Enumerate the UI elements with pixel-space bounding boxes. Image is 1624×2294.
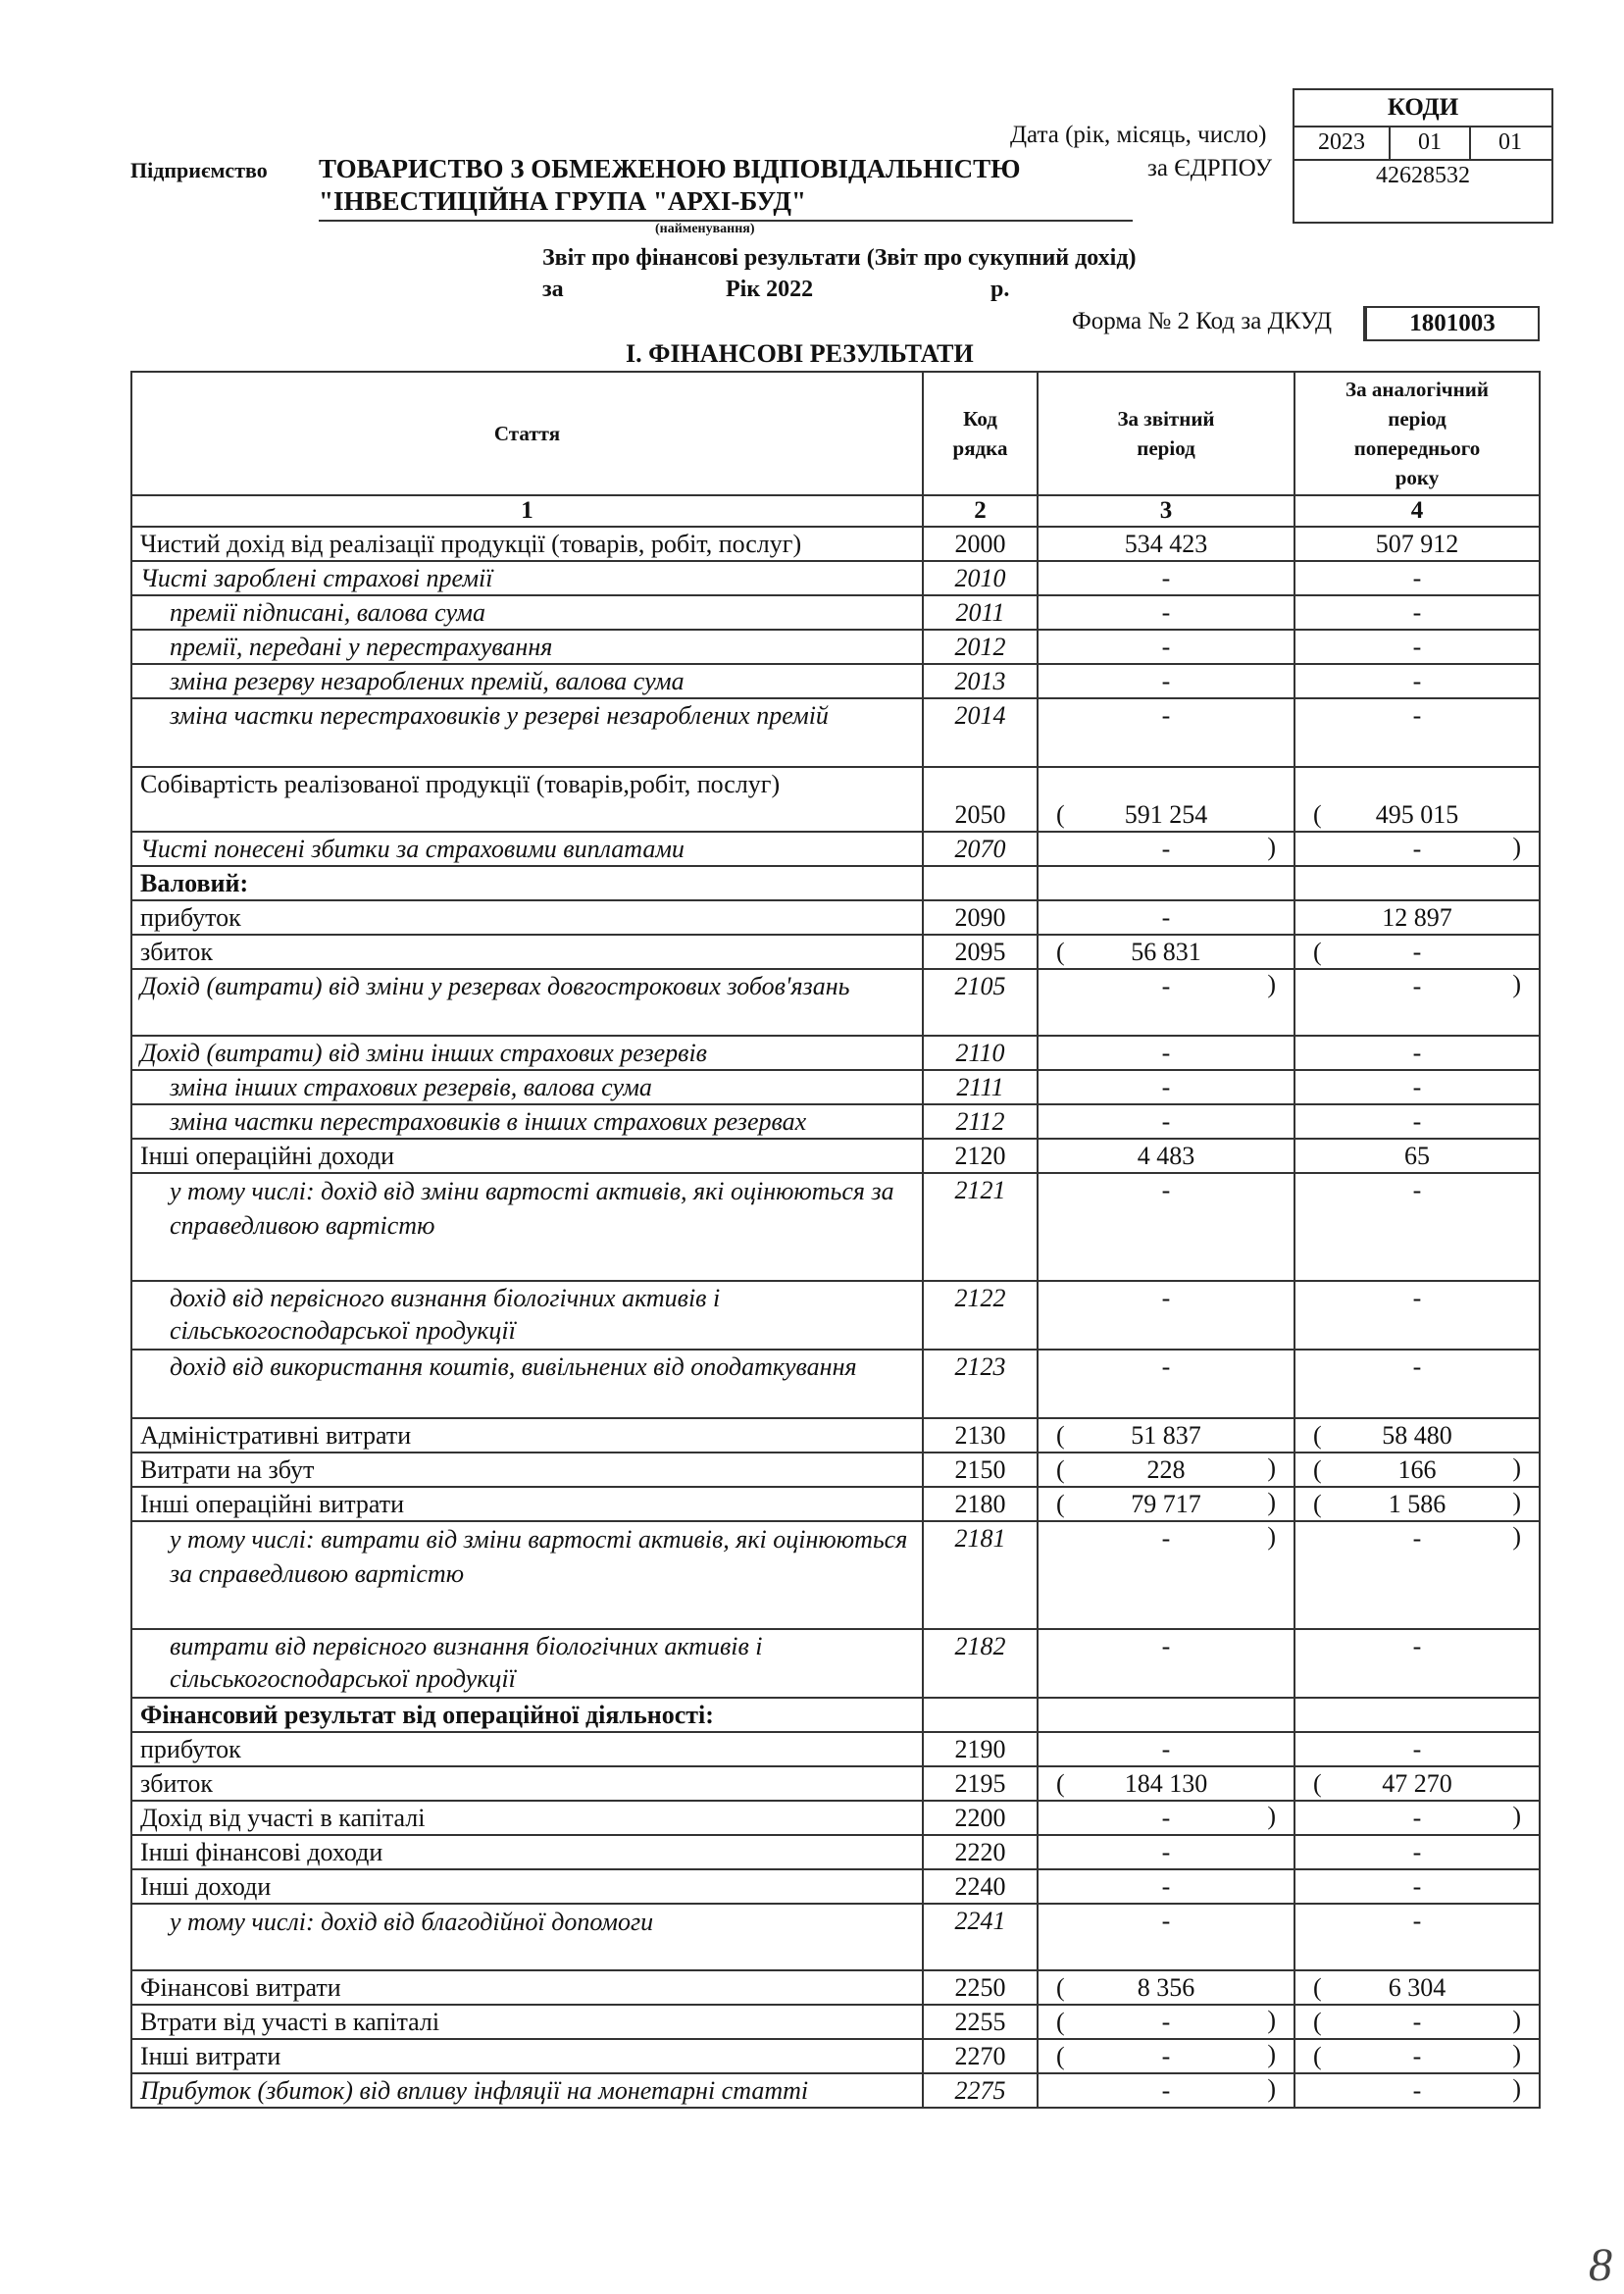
amount: - [1161,2008,1171,2036]
codes-day: 01 [1498,129,1522,155]
close-paren: ) [1267,1522,1276,1551]
table-row [131,630,1540,664]
col-num-1: 1 [131,495,923,527]
value-current: - [1038,1869,1294,1904]
open-paren: ( [1056,1490,1065,1518]
row-name: прибуток [131,1732,923,1766]
value-current [1038,1970,1294,2034]
open-paren: ( [1313,1421,1322,1450]
value-current: - [1038,900,1294,935]
open-paren: ( [1056,800,1065,829]
close-paren: ) [1512,1802,1521,1830]
close-paren: ) [1267,833,1276,861]
table-row [131,832,1540,866]
value-previous: - [1294,1629,1540,1698]
value-previous: 65 [1294,1139,1540,1173]
row-name: витрати від первісного визнання біологічних активів і сільськогосподарської продукції [131,1629,923,1698]
row-name: Фінансові витрати [131,1970,923,2005]
row-name: Інші операційні доходи [131,1139,923,1173]
close-paren: ) [1267,2006,1276,2034]
row-code: 2275 [923,2073,1038,2108]
value-previous: - [1294,1904,1540,1970]
value-previous: - [1294,698,1540,767]
value-current [1038,2039,1294,2103]
table-row [131,969,1540,1036]
amount: 591 254 [1124,800,1208,829]
close-paren: ) [1512,1522,1521,1551]
row-name: премії, передані у перестрахування [131,630,923,664]
value-previous: 507 912 [1294,527,1540,561]
table-row [131,698,1540,767]
row-code: 2130 [923,1418,1038,1453]
row-code: 2123 [923,1350,1038,1418]
enterprise-label: Підприємство [130,158,268,182]
value-current [1038,1487,1294,1551]
open-paren: ( [1056,1455,1065,1484]
table-row [131,2073,1540,2108]
table-row [131,1869,1540,1904]
value-current: - [1038,832,1294,866]
financial-results-table [130,371,1541,2109]
row-code: 2110 [923,1036,1038,1070]
row-code: 2190 [923,1732,1038,1766]
row-name: Чистий дохід від реалізації продукції (товарів, робіт, послуг) [131,527,923,561]
row-name: Чисті понесені збитки за страховими виплатами [131,832,923,866]
value-previous [1294,866,1540,900]
row-code: 2105 [923,969,1038,1036]
open-paren: ( [1056,1769,1065,1798]
value-previous: - [1294,561,1540,595]
table-row [131,2039,1540,2073]
row-code: 2200 [923,1801,1038,1835]
row-code: 2111 [923,1070,1038,1104]
row-name: Адміністративні витрати [131,1418,923,1453]
close-paren: ) [1512,970,1521,998]
row-name: Валовий: [131,866,923,900]
table-row [131,1487,1540,1521]
value-previous: - [1294,2073,1540,2108]
value-current: - [1038,698,1294,767]
amount: - [1412,938,1422,966]
value-previous [1294,2039,1540,2103]
table-row [131,866,1540,900]
table-row [131,1350,1540,1418]
row-code: 2014 [923,698,1038,767]
row-code: 2220 [923,1835,1038,1869]
col-num-2: 2 [923,495,1038,527]
amount: 79 717 [1131,1490,1201,1518]
table-row [131,1418,1540,1453]
row-name: прибуток [131,900,923,935]
value-current: - [1038,630,1294,664]
value-previous: - [1294,1070,1540,1104]
table-row [131,1629,1540,1698]
row-name: Собівартість реалізованої продукції (товарів,робіт, послуг) [131,767,923,832]
row-code: 2270 [923,2039,1038,2073]
row-name: Прибуток (збиток) від впливу інфляції на монетарні статті [131,2073,923,2108]
table-row [131,664,1540,698]
table-row [131,935,1540,969]
codes-month: 01 [1418,129,1442,155]
value-current [1038,935,1294,998]
row-name: Фінансовий результат від операційної діяльності: [131,1698,923,1732]
open-paren: ( [1313,2042,1322,2070]
amount: 56 831 [1131,938,1201,966]
value-previous [1294,935,1540,998]
table-row [131,1139,1540,1173]
codes-year: 2023 [1318,129,1365,155]
row-code: 2010 [923,561,1038,595]
row-name: дохід від первісного визнання біологічних активів і сільськогосподарської продукції [131,1281,923,1350]
table-row [131,1521,1540,1629]
table-row [131,1036,1540,1070]
amount: 166 [1397,1455,1437,1484]
value-previous: - [1294,832,1540,866]
value-previous: - [1294,1036,1540,1070]
value-previous [1294,767,1540,861]
value-current: - [1038,969,1294,1036]
table-row [131,527,1540,561]
col-num-3: 3 [1038,495,1294,527]
close-paren: ) [1267,1488,1276,1516]
value-current: - [1038,1036,1294,1070]
value-previous: - [1294,664,1540,698]
row-name: зміна частки перестраховиків у резерві незароблених премій [131,698,923,767]
amount: 184 130 [1124,1769,1208,1798]
row-code: 2112 [923,1104,1038,1139]
value-previous: - [1294,1281,1540,1350]
edrpou-label: за ЄДРПОУ [1147,155,1273,181]
amount: 8 356 [1137,1973,1195,2002]
row-code: 2180 [923,1487,1038,1521]
value-current: - [1038,1104,1294,1139]
value-current: - [1038,664,1294,698]
row-code: 2241 [923,1904,1038,1970]
value-current: - [1038,1173,1294,1281]
value-previous: - [1294,1835,1540,1869]
table-row [131,1766,1540,1801]
value-current: - [1038,1835,1294,1869]
col-code: Код рядка [923,372,1038,495]
enterprise-name-line2: "ІНВЕСТИЦІЙНА ГРУПА "АРХІ-БУД" [319,186,806,216]
table-row [131,2005,1540,2039]
value-previous [1294,1766,1540,1830]
close-paren: ) [1267,970,1276,998]
row-code: 2121 [923,1173,1038,1281]
value-current: - [1038,2073,1294,2108]
row-name: у тому числі: дохід від благодійної допомоги [131,1904,923,1970]
value-current: - [1038,1904,1294,1970]
row-code [923,866,1038,900]
col-previous: За аналогічний період попереднього року [1294,372,1540,495]
amount: 47 270 [1382,1769,1452,1798]
period: Рік 2022 [726,277,814,302]
close-paren: ) [1267,1453,1276,1482]
amount: 51 837 [1131,1421,1201,1450]
row-code: 2011 [923,595,1038,630]
value-current: - [1038,1350,1294,1418]
open-paren: ( [1313,1973,1322,2002]
open-paren: ( [1056,1973,1065,2002]
row-code: 2090 [923,900,1038,935]
table-row [131,1732,1540,1766]
amount: 6 304 [1388,1973,1446,2002]
value-previous: 12 897 [1294,900,1540,935]
value-previous: - [1294,1801,1540,1835]
dkud-code-box [1363,306,1540,341]
table-row [131,1281,1540,1350]
row-name: збиток [131,935,923,969]
value-current: - [1038,1070,1294,1104]
value-previous: - [1294,1732,1540,1766]
open-paren: ( [1056,2042,1065,2070]
row-code [923,1698,1038,1732]
close-paren: ) [1267,2074,1276,2103]
value-previous: - [1294,1173,1540,1281]
for-label: за [542,277,564,302]
col-num-4: 4 [1294,495,1540,527]
value-current: - [1038,595,1294,630]
close-paren: ) [1512,1488,1521,1516]
value-previous: - [1294,595,1540,630]
table-row [131,767,1540,832]
value-current: - [1038,561,1294,595]
column-numbers-row [131,495,1540,527]
value-previous [1294,1487,1540,1551]
close-paren: ) [1512,2040,1521,2068]
value-current: - [1038,1281,1294,1350]
amount: 1 586 [1388,1490,1446,1518]
row-code: 2195 [923,1766,1038,1801]
row-code: 2050 [923,767,1038,832]
amount: - [1161,2042,1171,2070]
open-paren: ( [1313,1490,1322,1518]
row-name: Інші витрати [131,2039,923,2073]
open-paren: ( [1056,2008,1065,2036]
table-row [131,1104,1540,1139]
row-code: 2120 [923,1139,1038,1173]
open-paren: ( [1313,2008,1322,2036]
open-paren: ( [1056,1421,1065,1450]
date-label: Дата (рік, місяць, число) [1010,122,1267,148]
row-name: Дохід від участі в капіталі [131,1801,923,1835]
name-caption: (найменування) [655,222,755,236]
table-row [131,1070,1540,1104]
close-paren: ) [1512,2074,1521,2103]
row-code: 2070 [923,832,1038,866]
row-code: 2013 [923,664,1038,698]
dkud-code: 1801003 [1409,310,1496,336]
table-row [131,1970,1540,2005]
value-current [1038,2005,1294,2068]
row-code: 2182 [923,1629,1038,1698]
value-current: - [1038,1629,1294,1698]
amount: - [1412,2042,1422,2070]
value-current [1038,767,1294,861]
open-paren: ( [1313,1769,1322,1798]
value-previous: - [1294,1104,1540,1139]
row-code: 2150 [923,1453,1038,1487]
open-paren: ( [1313,800,1322,829]
value-current: 534 423 [1038,527,1294,561]
open-paren: ( [1313,938,1322,966]
value-current: 4 483 [1038,1139,1294,1173]
year-suffix: р. [990,277,1010,302]
amount: 58 480 [1382,1421,1452,1450]
close-paren: ) [1512,2006,1521,2034]
page-mark: 8 [1589,2239,1612,2291]
value-previous [1294,2005,1540,2068]
row-name: Дохід (витрати) від зміни у резервах довгострокових зобов'язань [131,969,923,1036]
amount: - [1412,2008,1422,2036]
row-name: зміна частки перестраховиків в інших страхових резервах [131,1104,923,1139]
codes-edrpou: 42628532 [1376,163,1470,188]
row-name: Втрати від участі в капіталі [131,2005,923,2039]
value-previous [1294,1698,1540,1732]
row-code: 2250 [923,1970,1038,2005]
amount: 495 015 [1375,800,1459,829]
value-previous: - [1294,969,1540,1036]
close-paren: ) [1267,2040,1276,2068]
row-code: 2012 [923,630,1038,664]
table-row [131,561,1540,595]
value-current: - [1038,1732,1294,1766]
close-paren: ) [1512,1453,1521,1482]
section-title: I. ФІНАНСОВІ РЕЗУЛЬТАТИ [626,339,974,368]
row-name: Інші операційні витрати [131,1487,923,1521]
table-row [131,900,1540,935]
close-paren: ) [1512,833,1521,861]
row-code: 2122 [923,1281,1038,1350]
row-code: 2255 [923,2005,1038,2039]
value-previous: - [1294,1350,1540,1418]
value-current: - [1038,1521,1294,1629]
row-code: 2181 [923,1521,1038,1629]
table-row [131,595,1540,630]
row-name: дохід від використання коштів, вивільнених від оподаткування [131,1350,923,1418]
value-previous: - [1294,1521,1540,1629]
codes-box [1293,88,1553,224]
value-current [1038,1766,1294,1830]
row-name: Чисті зароблені страхові премії [131,561,923,595]
row-code: 2240 [923,1869,1038,1904]
row-name: премії підписані, валова сума [131,595,923,630]
row-name: збиток [131,1766,923,1801]
table-row [131,1904,1540,1970]
row-code: 2095 [923,935,1038,969]
row-code: 2000 [923,527,1038,561]
col-article: Стаття [131,372,923,495]
table-row [131,1835,1540,1869]
value-current [1038,1698,1294,1732]
row-name: у тому числі: дохід від зміни вартості активів, які оцінюються за справедливою вартістю [131,1173,923,1281]
open-paren: ( [1313,1455,1322,1484]
form-label: Форма № 2 Код за ДКУД [1072,308,1333,334]
row-name: Витрати на збут [131,1453,923,1487]
amount: 228 [1146,1455,1186,1484]
row-name: Дохід (витрати) від зміни інших страхових резервів [131,1036,923,1070]
table-header-row [131,372,1540,495]
row-name: зміна інших страхових резервів, валова сума [131,1070,923,1104]
table-row [131,1698,1540,1732]
row-name: зміна резерву незароблених премій, валова сума [131,664,923,698]
close-paren: ) [1267,1802,1276,1830]
row-name: Інші фінансові доходи [131,1835,923,1869]
enterprise-name-line1: ТОВАРИСТВО З ОБМЕЖЕНОЮ ВІДПОВІДАЛЬНІСТЮ [319,154,1021,183]
value-previous: - [1294,630,1540,664]
value-current: - [1038,1801,1294,1835]
row-name: Інші доходи [131,1869,923,1904]
report-title: Звіт про фінансові результати (Звіт про сукупний дохід) [542,245,1137,271]
open-paren: ( [1056,938,1065,966]
col-current: За звітний період [1038,372,1294,495]
value-current [1038,866,1294,900]
row-name: у тому числі: витрати від зміни вартості активів, які оцінюються за справедливою вартістю [131,1521,923,1629]
table-row [131,1173,1540,1281]
table-row [131,1453,1540,1487]
table-row [131,1801,1540,1835]
value-previous: - [1294,1869,1540,1904]
value-previous [1294,1970,1540,2034]
codes-title: КОДИ [1294,90,1551,127]
